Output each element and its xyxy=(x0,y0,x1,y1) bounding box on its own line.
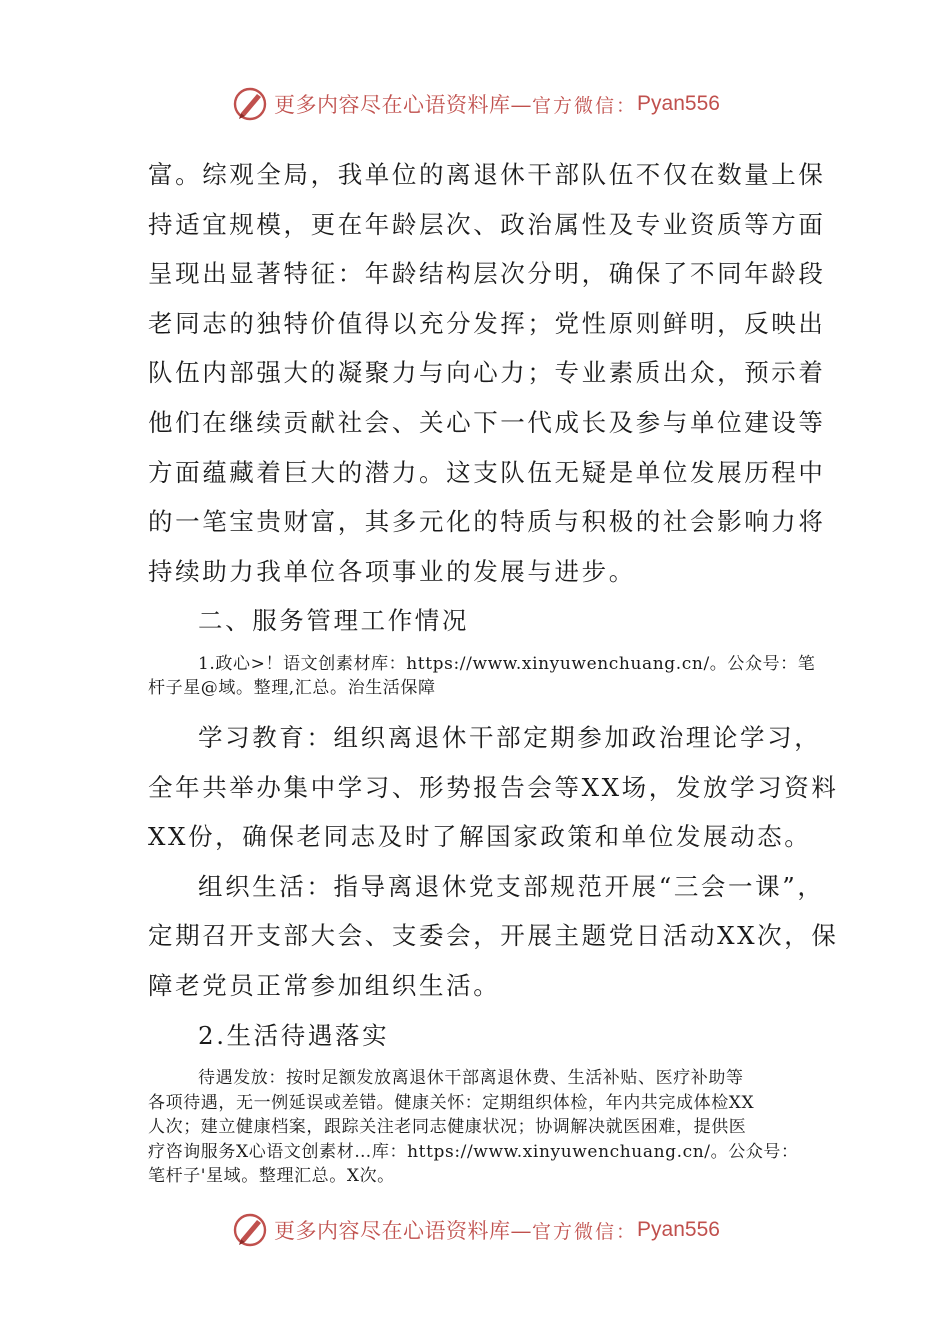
text-line: 方面蕴藏着巨大的潜力。这支队伍无疑是单位发展历程中 xyxy=(148,457,826,487)
text-line: 的一笔宝贵财富，其多元化的特质与积极的社会影响力将 xyxy=(148,507,826,537)
text-line: 富。综观全局，我单位的离退休干部队伍不仅在数量上保 xyxy=(148,160,826,189)
section-heading: 二、服务管理工作情况 xyxy=(198,606,469,636)
header-banner xyxy=(0,82,950,126)
text-line: 学习教育：组织离退休干部定期参加政治理论学习， xyxy=(198,722,822,752)
text-line: 全年共举办集中学习、形势报告会等XX场，发放学习资料 xyxy=(148,772,839,802)
footer-wechat-label: 官方微信： xyxy=(532,1220,638,1243)
note-line: 人次；建立健康档案，跟踪关注老同志健康状况；协调解决就医困难，提供医 xyxy=(148,1117,747,1138)
text-line: 组织生活：指导离退休党支部规范开展“三会一课”， xyxy=(198,871,825,901)
header-slogan: 更多内容尽在心语资料库— xyxy=(274,93,533,117)
note-line: 待遇发放：按时足额发放离退休干部离退休费、生活补贴、医疗补助等 xyxy=(198,1068,744,1089)
text-line: 他们在继续贡献社会、关心下一代成长及参与单位建设等 xyxy=(148,407,826,437)
note-line: 疗咨询服务X心语文创素材…库：https://www.xinyuwenchuang.cn/。公众号： xyxy=(148,1141,799,1162)
pen-logo-icon xyxy=(230,84,270,124)
note-line: 各项待遇，无一例延误或差错。健康关怀：定期组织体检，年内共完成体检XX xyxy=(148,1092,755,1113)
note-line: 笔杆子'星域。整理汇总。X次。 xyxy=(148,1166,395,1187)
text-line: 定期召开支部大会、支委会，开展主题党日活动XX次，保 xyxy=(148,921,839,951)
footer-banner xyxy=(0,1208,950,1252)
text-line: 队伍内部强大的凝聚力与向心力；专业素质出众，预示着 xyxy=(148,358,826,388)
text-line: 呈现出显著特征：年龄结构层次分明，确保了不同年龄段 xyxy=(148,259,826,289)
text-line: XX份，确保老同志及时了解国家政策和单位发展动态。 xyxy=(148,822,812,852)
pen-logo-icon xyxy=(230,1210,270,1250)
header-wechat-label: 官方微信： xyxy=(532,94,638,117)
text-line: 老同志的独特价值得以充分发挥；党性原则鲜明，反映出 xyxy=(148,308,826,338)
text-line: 障老党员正常参加组织生活。 xyxy=(148,970,501,1000)
text-line: 持续助力我单位各项事业的发展与进步。 xyxy=(148,556,636,586)
note-line: 1.政心>！语文创素材库：https://www.xinyuwenchuang.cn/。公众号：笔 xyxy=(198,653,816,674)
footer-wechat-id: Pyan556 xyxy=(637,1218,720,1241)
footer-slogan: 更多内容尽在心语资料库— xyxy=(274,1219,533,1243)
subsection-heading: 2.生活待遇落实 xyxy=(198,1020,390,1050)
header-wechat-id: Pyan556 xyxy=(637,92,720,115)
text-line: 持适宜规模，更在年龄层次、政治属性及专业资质等方面 xyxy=(148,209,826,239)
document-body xyxy=(148,150,839,1189)
note-line: 杆子星@域。整理,汇总。治生活保障 xyxy=(148,678,436,699)
